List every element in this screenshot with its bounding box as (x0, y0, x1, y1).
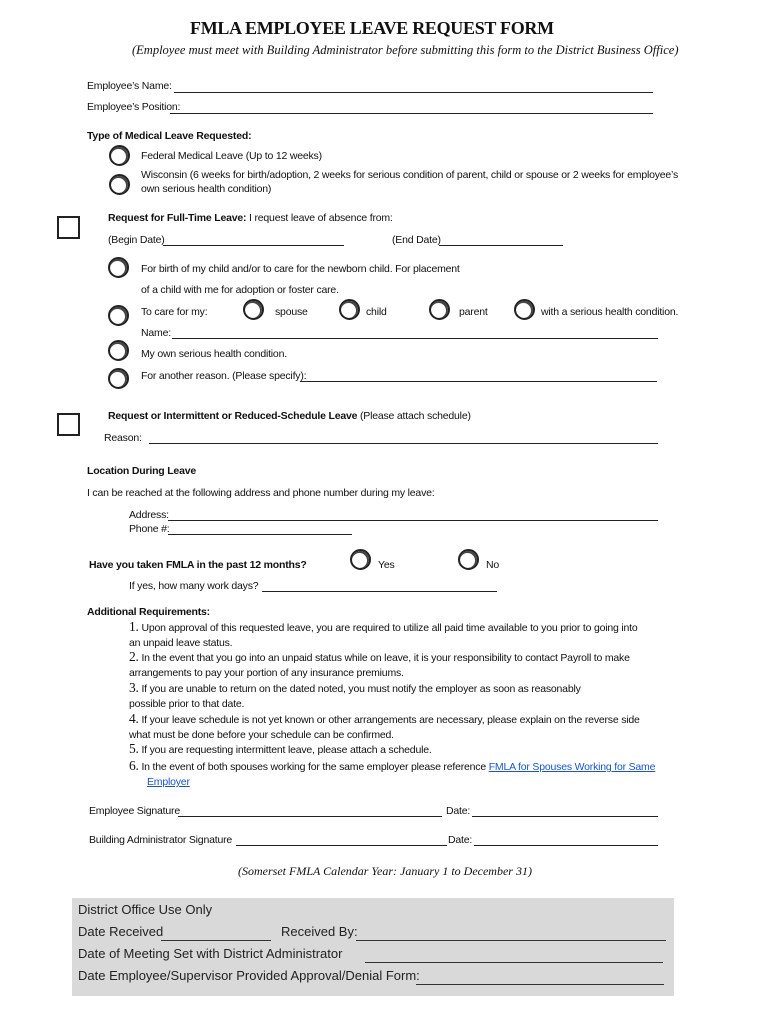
requirement-6 (129, 758, 655, 774)
employee-position-field[interactable] (170, 113, 653, 114)
own-condition-label: My own serious health condition. (141, 348, 287, 360)
wisconsin-leave-label: Wisconsin (6 weeks for birth/adoption, 2 weeks for serious condition of parent, child or spouse or 2 weeks for employee’s (141, 169, 679, 181)
phone-label: Phone #: (129, 523, 170, 535)
work-days-label: If yes, how many work days? (129, 580, 259, 592)
district-office-box (72, 898, 674, 996)
fmla-spouses-link[interactable]: FMLA for Spouses Working for Same (488, 761, 656, 773)
birth-adoption-radio[interactable] (108, 257, 129, 278)
serious-condition-label: with a serious health condition. (541, 306, 679, 318)
office-heading: District Office Use Only (78, 902, 213, 917)
requirement-4 (129, 711, 640, 727)
end-date-label: (End Date) (392, 234, 441, 246)
requirement-4-cont: what must be done before your schedule can be confirmed. (129, 729, 394, 741)
fmla-yes-label: Yes (378, 559, 395, 571)
admin-signature-label: Building Administrator Signature (89, 834, 233, 846)
another-reason-label: For another reason. (Please specify): (141, 370, 307, 382)
care-for-family-radio[interactable] (108, 305, 129, 326)
employee-position-label: Employee’s Position: (87, 101, 181, 113)
fmla-past-question: Have you taken FMLA in the past 12 months? (89, 559, 307, 571)
phone-field[interactable] (168, 534, 352, 535)
child-label: child (366, 306, 387, 318)
location-intro: I can be reached at the following address and phone number during my leave: (87, 487, 435, 499)
family-name-field[interactable] (172, 338, 658, 339)
fmla-no-radio[interactable] (458, 549, 479, 570)
date-received-field[interactable] (161, 940, 271, 941)
reason-label: Reason: (104, 432, 142, 444)
requirement-text: In the event that you go into an unpaid status while on leave, it is your responsibility to contact Payroll to make (141, 652, 630, 664)
full-time-leave-desc: I request leave of absence from: (246, 212, 393, 224)
child-radio[interactable] (339, 299, 360, 320)
requirement-text: If you are unable to return on the dated noted, you must notify the employer as soon as reasonably (141, 683, 581, 695)
approval-date-field[interactable] (416, 984, 664, 985)
birth-adoption-label: For birth of my child and/or to care for the newborn child. For placement (141, 263, 460, 275)
wisconsin-leave-radio[interactable] (109, 174, 130, 195)
spouse-label: spouse (275, 306, 308, 318)
requirement-number: 2. (129, 649, 139, 664)
fmla-no-label: No (486, 559, 500, 571)
requirement-2 (129, 649, 630, 665)
admin-signature-field[interactable] (236, 845, 447, 846)
requirement-number: 1. (129, 619, 139, 634)
intermittent-leave-desc: (Please attach schedule) (357, 410, 471, 422)
date-received-label: Date Received (78, 924, 164, 939)
birth-adoption-label-cont: of a child with me for adoption or foster care. (141, 284, 339, 296)
federal-leave-label: Federal Medical Leave (Up to 12 weeks) (141, 150, 322, 162)
reason-field[interactable] (149, 443, 658, 444)
parent-radio[interactable] (429, 299, 450, 320)
full-time-leave-title: Request for Full-Time Leave: (108, 212, 247, 224)
intermittent-leave-checkbox[interactable] (57, 413, 80, 436)
requirement-text: In the event of both spouses working for the same employer please reference (141, 761, 489, 773)
serious-condition-radio[interactable] (514, 299, 535, 320)
full-time-leave-checkbox[interactable] (57, 216, 80, 239)
admin-date-field[interactable] (474, 845, 658, 846)
spouse-radio[interactable] (243, 299, 264, 320)
leave-type-heading: Type of Medical Leave Requested: (87, 130, 252, 142)
intermittent-leave-title: Request or Intermittent or Reduced-Schedule Leave (108, 410, 358, 422)
requirement-1-cont: an unpaid leave status. (129, 637, 233, 649)
received-by-field[interactable] (356, 940, 666, 941)
employee-name-field[interactable] (174, 92, 653, 93)
another-reason-field[interactable] (300, 381, 657, 382)
location-heading: Location During Leave (87, 465, 196, 477)
care-for-label: To care for my: (141, 306, 208, 318)
employee-date-field[interactable] (472, 816, 658, 817)
address-field[interactable] (168, 520, 658, 521)
fmla-spouses-link-cont[interactable]: Employer (147, 776, 190, 788)
intermittent-leave-heading (108, 410, 471, 422)
federal-leave-radio[interactable] (109, 145, 130, 166)
family-name-label: Name: (141, 327, 171, 339)
employee-signature-field[interactable] (178, 816, 442, 817)
form-subtitle: (Employee must meet with Building Administrator before submitting this form to the District Business Office) (132, 43, 679, 57)
requirement-5 (129, 741, 432, 757)
begin-date-field[interactable] (163, 245, 344, 246)
requirement-text: If your leave schedule is not yet known or other arrangements are necessary, please explain on the reverse side (141, 714, 640, 726)
full-time-leave-heading (108, 212, 393, 224)
requirement-text: Upon approval of this requested leave, you are required to utilize all paid time available to you prior to going into (141, 622, 638, 634)
meeting-date-label: Date of Meeting Set with District Administrator (78, 946, 343, 961)
work-days-field[interactable] (262, 591, 497, 592)
requirement-text: If you are requesting intermittent leave, please attach a schedule. (141, 744, 432, 756)
employee-signature-label: Employee Signature (89, 805, 180, 817)
fmla-yes-radio[interactable] (350, 549, 371, 570)
end-date-field[interactable] (439, 245, 563, 246)
form-title: FMLA EMPLOYEE LEAVE REQUEST FORM (190, 18, 554, 38)
calendar-note: (Somerset FMLA Calendar Year: January 1 to December 31) (238, 864, 532, 878)
another-reason-radio[interactable] (108, 368, 129, 389)
address-label: Address: (129, 509, 169, 521)
requirement-1 (129, 619, 638, 635)
requirement-2-cont: arrangements to pay your portion of any insurance premiums. (129, 667, 404, 679)
begin-date-label: (Begin Date) (108, 234, 165, 246)
requirement-number: 6. (129, 758, 139, 773)
employee-date-label: Date: (446, 805, 471, 817)
approval-date-label: Date Employee/Supervisor Provided Approval/Denial Form: (78, 968, 420, 983)
wisconsin-leave-label-cont: own serious health condition) (141, 183, 272, 195)
additional-requirements-heading: Additional Requirements: (87, 606, 210, 618)
own-condition-radio[interactable] (108, 340, 129, 361)
parent-label: parent (459, 306, 488, 318)
received-by-label: Received By: (281, 924, 358, 939)
requirement-number: 3. (129, 680, 139, 695)
requirement-number: 5. (129, 741, 139, 756)
requirement-3-cont: possible prior to that date. (129, 698, 245, 710)
requirement-3 (129, 680, 581, 696)
employee-name-label: Employee’s Name: (87, 80, 172, 92)
requirement-number: 4. (129, 711, 139, 726)
admin-date-label: Date: (448, 834, 473, 846)
meeting-date-field[interactable] (365, 962, 663, 963)
